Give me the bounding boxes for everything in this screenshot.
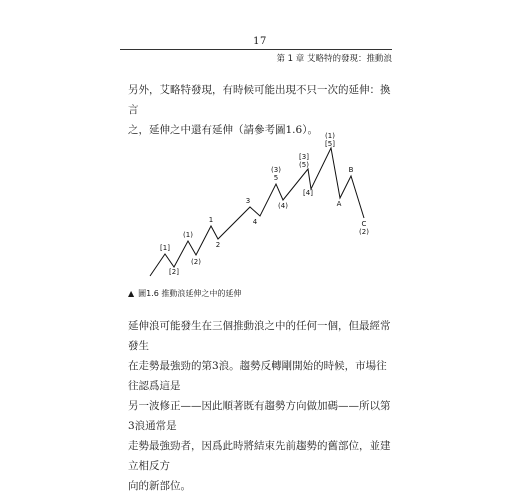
wave-label: (4): [278, 202, 288, 210]
wave-label: B: [348, 166, 354, 174]
chapter-header: 第 1 章 艾略特的發現：推動浪: [276, 54, 392, 64]
wave-label: (5): [299, 161, 309, 169]
wave-label: C: [361, 220, 367, 228]
wave-label: (2): [191, 258, 201, 266]
wave-label: (1): [325, 132, 335, 140]
wave-label: [1]: [160, 244, 170, 252]
wave-figure: [140, 132, 380, 282]
wave-label: A: [336, 200, 342, 208]
page-number: 17: [253, 36, 267, 47]
wave-label: 1: [208, 216, 214, 224]
wave-label: (2): [359, 228, 369, 236]
figure-caption: [128, 288, 241, 299]
header-rule: [120, 49, 392, 50]
wave-diagram: [140, 132, 380, 282]
wave-label: [3]: [299, 153, 309, 161]
wave-label: 4: [252, 218, 258, 226]
wave-label: (1): [183, 231, 193, 239]
figure-caption-text: 圖1.6 推動浪延伸之中的延伸: [138, 289, 242, 298]
wave-path: [150, 148, 364, 276]
wave-label: (3): [271, 166, 281, 174]
wave-label: 5: [273, 174, 279, 182]
triangle-icon: ▲: [128, 289, 135, 298]
wave-label: 3: [245, 197, 251, 205]
wave-label: [4]: [303, 189, 313, 197]
body-paragraph-2: 延伸浪可能發生在三個推動浪之中的任何一個，但最經常發生 在走勢最強勁的第3浪。趨勢反轉剛開始的時候，市場往往認爲這是 另一波修正——因此順著既有趨勢方向做加碼——所以第3浪通常是 走勢最強勁者，因爲此時將結束先前趨勢的舊部位，並建立相反方 向的新部位。: [128, 320, 391, 492]
wave-label: 2: [215, 241, 221, 249]
wave-label: [5]: [325, 140, 335, 148]
body-paragraph-1: 另外，艾略特發現，有時候可能出現不只一次的延伸：換言 之，延伸之中還有延伸（請參考圖1.6）。: [128, 84, 391, 136]
wave-label: [2]: [169, 268, 179, 276]
